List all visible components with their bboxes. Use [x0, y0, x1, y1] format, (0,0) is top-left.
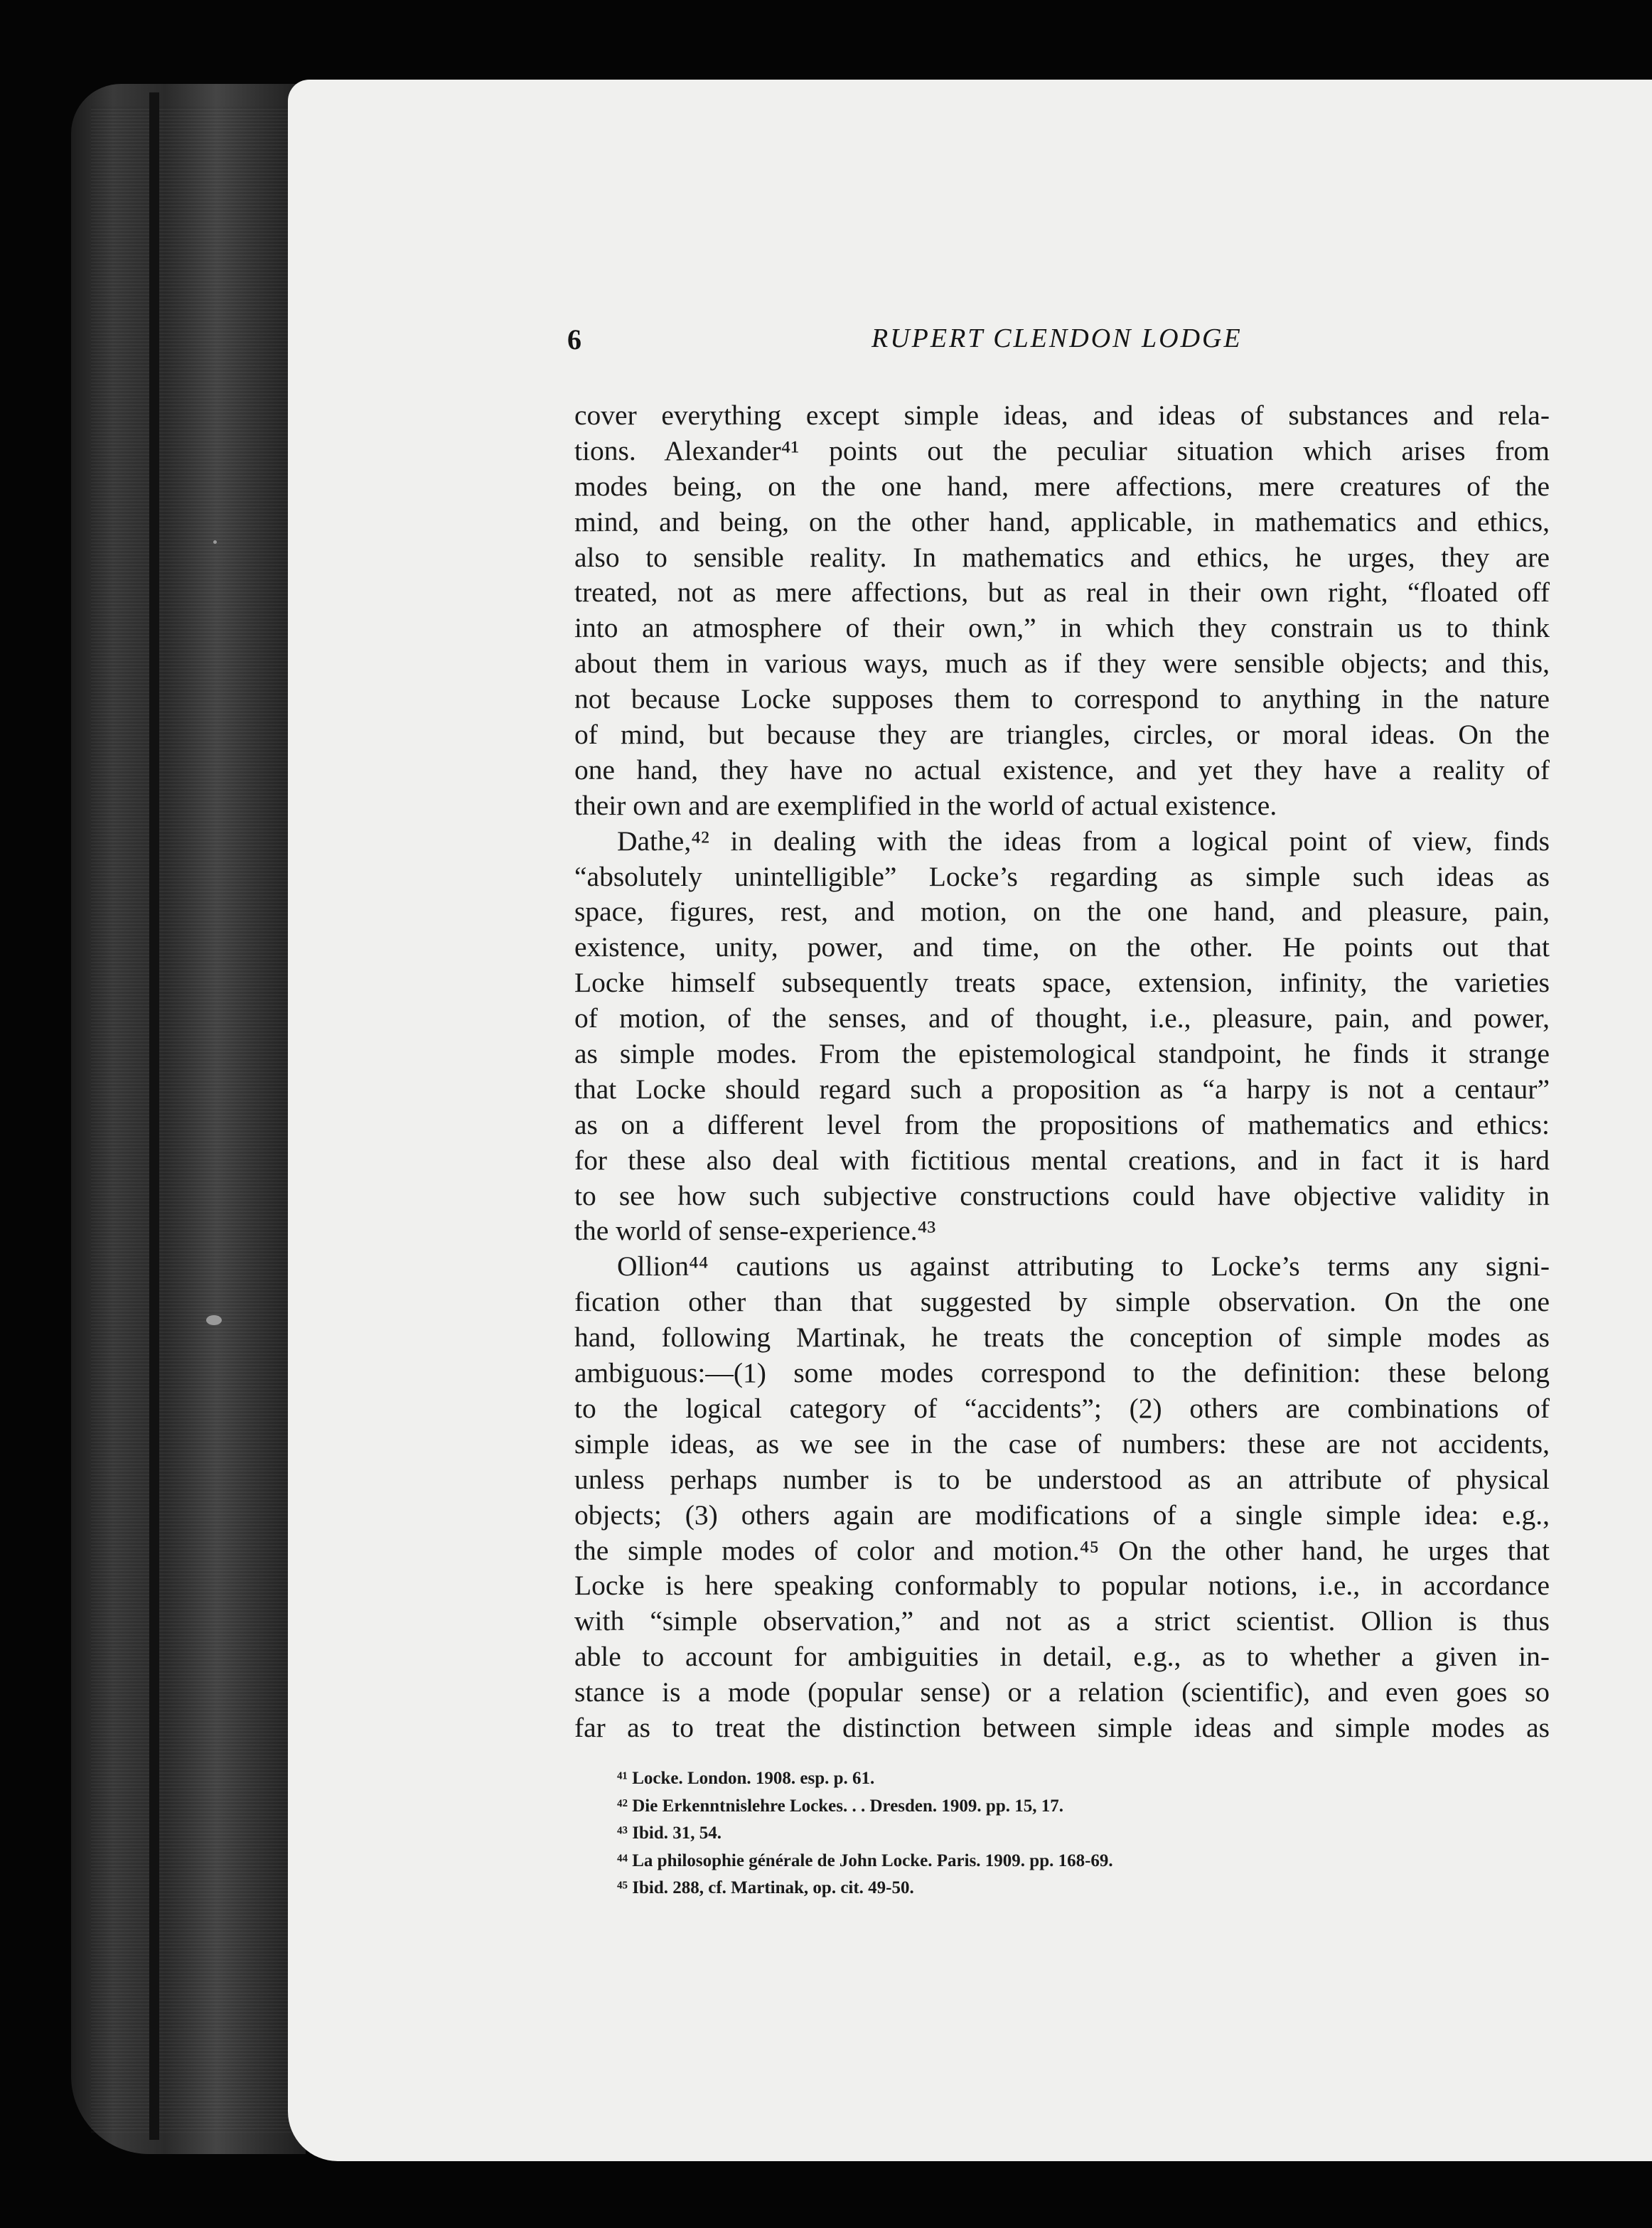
text-line: hand, following Martinak, he treats the conception of simple modes as — [574, 1322, 1550, 1354]
footnote: ⁴³ Ibid. 31, 54. — [617, 1823, 722, 1843]
text-line: of motion, of the senses, and of thought, i.e., pleasure, pain, and power, — [574, 1002, 1550, 1034]
text-line: as on a different level from the propositions of mathematics and ethics: — [574, 1108, 1550, 1140]
text-line: existence, unity, power, and time, on the other. He points out that — [574, 931, 1550, 963]
text-line: to see how such subjective constructions could have objective validity in — [574, 1179, 1550, 1211]
page-number: 6 — [567, 323, 581, 355]
text-line: that Locke should regard such a proposition as “a harpy is not a centaur” — [574, 1073, 1550, 1105]
footnote: ⁴¹ Locke. London. 1908. esp. p. 61. — [617, 1769, 875, 1788]
text-line: of mind, but because they are triangles, circles, or moral ideas. On the — [574, 719, 1550, 751]
text-line: ambiguous:—(1) some modes correspond to the definition: these belong — [574, 1357, 1550, 1389]
text-line: their own and are exemplified in the world of actual existence. — [574, 789, 1277, 821]
text-line: about them in various ways, much as if they were sensible objects; and this, — [574, 648, 1550, 680]
body-text — [574, 398, 1550, 1746]
text-line: Dathe,⁴² in dealing with the ideas from a logical point of view, finds — [617, 825, 1550, 857]
text-line: not because Locke supposes them to correspond to anything in the nature — [574, 683, 1550, 715]
text-line: as simple modes. From the epistemological standpoint, he finds it strange — [574, 1038, 1550, 1070]
text-line: stance is a mode (popular sense) or a relation (scientific), and even goes so — [574, 1676, 1550, 1708]
text-line: able to account for ambiguities in detail, e.g., as to whether a given in- — [574, 1641, 1550, 1673]
text-line: tions. Alexander⁴¹ points out the peculiar situation which arises from — [574, 434, 1550, 466]
text-line: for these also deal with fictitious mental creations, and in fact it is hard — [574, 1144, 1550, 1176]
text-line: space, figures, rest, and motion, on the one hand, and pleasure, pain, — [574, 896, 1550, 928]
text-line: Locke is here speaking conformably to popular notions, i.e., in accordance — [574, 1570, 1550, 1602]
text-line: into an atmosphere of their own,” in which they constrain us to think — [574, 612, 1550, 644]
running-head: RUPERT CLENDON LODGE — [871, 323, 1243, 353]
text-line: treated, not as mere affections, but as real in their own right, “floated off — [574, 577, 1550, 609]
text-line: with “simple observation,” and not as a strict scientist. Ollion is thus — [574, 1605, 1550, 1637]
text-line: to the logical category of “accidents”; (2) others are combinations of — [574, 1392, 1550, 1424]
text-line: “absolutely unintelligible” Locke’s regarding as simple such ideas as — [574, 860, 1550, 892]
footnote: ⁴² Die Erkenntnislehre Lockes. . . Dresden. 1909. pp. 15, 17. — [617, 1796, 1063, 1816]
text-line: the simple modes of color and motion.⁴⁵ On the other hand, he urges that — [574, 1534, 1550, 1566]
footnote: ⁴⁵ Ibid. 288, cf. Martinak, op. cit. 49-50. — [617, 1878, 914, 1898]
text-line: also to sensible reality. In mathematics and ethics, he urges, they are — [574, 541, 1550, 573]
footnotes — [617, 1765, 1399, 1902]
text-line: fication other than that suggested by simple observation. On the one — [574, 1286, 1550, 1318]
text-line: mind, and being, on the other hand, applicable, in mathematics and ethics, — [574, 505, 1550, 537]
footnote: ⁴⁴ La philosophie générale de John Locke. Paris. 1909. pp. 168-69. — [617, 1851, 1113, 1870]
text-line: Locke himself subsequently treats space, extension, infinity, the varieties — [574, 967, 1550, 999]
text-line: objects; (3) others again are modifications of a single simple idea: e.g., — [574, 1499, 1550, 1531]
text-line: simple ideas, as we see in the case of numbers: these are not accidents, — [574, 1428, 1550, 1460]
spine-cloth-texture — [91, 107, 297, 2133]
dust-speck — [213, 540, 217, 544]
spine-edge — [149, 92, 159, 2140]
text-line: one hand, they have no actual existence, and yet they have a reality of — [574, 754, 1550, 786]
text-line: cover everything except simple ideas, and ideas of substances and rela- — [574, 400, 1550, 431]
text-line: modes being, on the one hand, mere affections, mere creatures of the — [574, 470, 1550, 502]
page-header — [567, 323, 1562, 358]
dust-speck — [206, 1315, 222, 1325]
text-line: the world of sense-experience.⁴³ — [574, 1215, 936, 1247]
text-line: unless perhaps number is to be understood as an attribute of physical — [574, 1463, 1550, 1495]
text-line: far as to treat the distinction between simple ideas and simple modes as — [574, 1711, 1550, 1743]
text-line: Ollion⁴⁴ cautions us against attributing to Locke’s terms any signi- — [617, 1250, 1550, 1282]
